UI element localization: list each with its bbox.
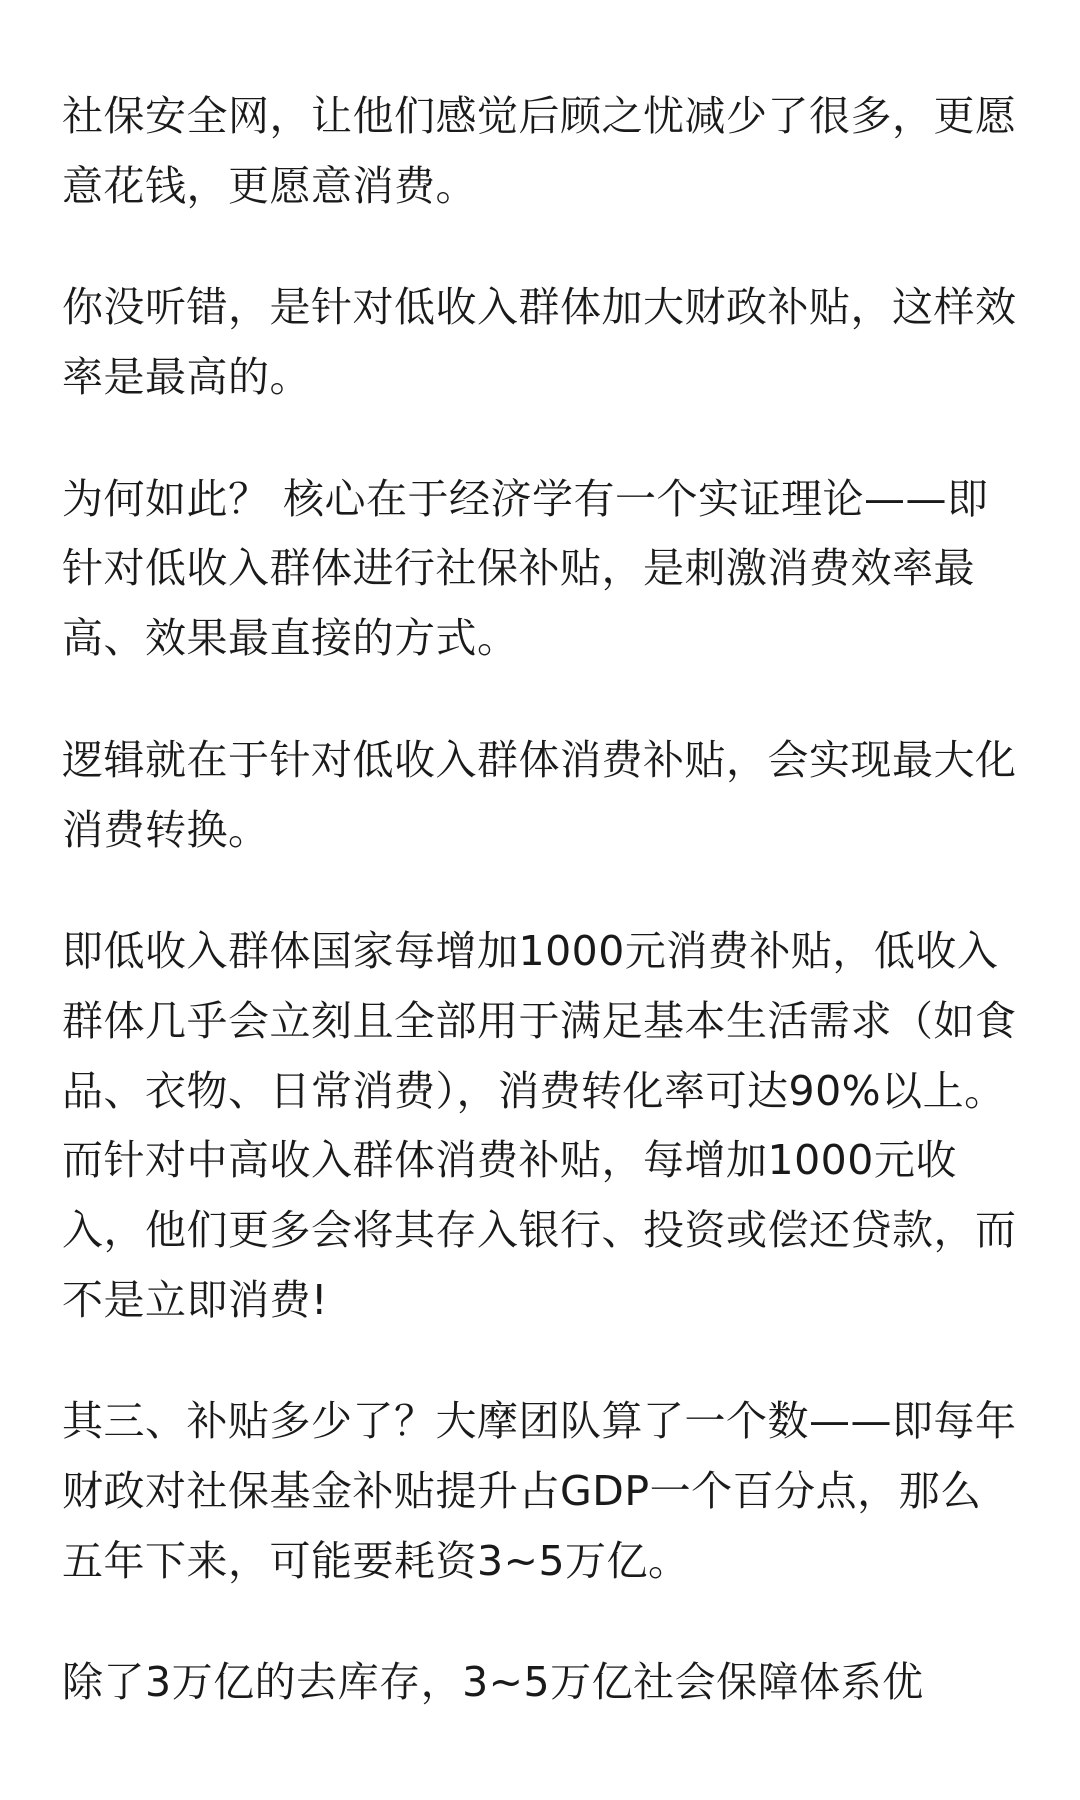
article-body [62,82,1022,1718]
paragraph-subsidy-efficiency: 你没听错，是针对低收入群体加大财政补贴，这样效率是最高的。 [62,283,1017,402]
paragraph-subsidy-amount: 其三、补贴多少了？大摩团队算了一个数——即每年财政对社保基金补贴提升占GDP一个百分点，那么五年下来，可能要耗资3~5万亿。 [62,1397,1017,1585]
paragraph-destocking: 除了3万亿的去库存，3~5万亿社会保障体系优 [62,1658,924,1707]
paragraph-low-vs-high-income: 即低收入群体国家每增加1000元消费补贴，低收入群体几乎会立刻且全部用于满足基本生活需求（如食品、衣物、日常消费），消费转化率可达90%以上。而针对中高收入群体消费补贴，每增加1000元收入，他们更多会将其存入银行、投资或偿还贷款，而不是立即消费! [62,927,1017,1324]
paragraph-social-security: 社保安全网，让他们感觉后顾之忧减少了很多，更愿意花钱，更愿意消费。 [62,92,1017,210]
paragraph-core-theory: 为何如此？ 核心在于经济学有一个实证理论——即针对低收入群体进行社保补贴，是刺激消费效率最高、效果最直接的方式。 [62,474,989,663]
paragraph-consumption-conversion: 逻辑就在于针对低收入群体消费补贴，会实现最大化消费转换。 [62,735,1017,854]
